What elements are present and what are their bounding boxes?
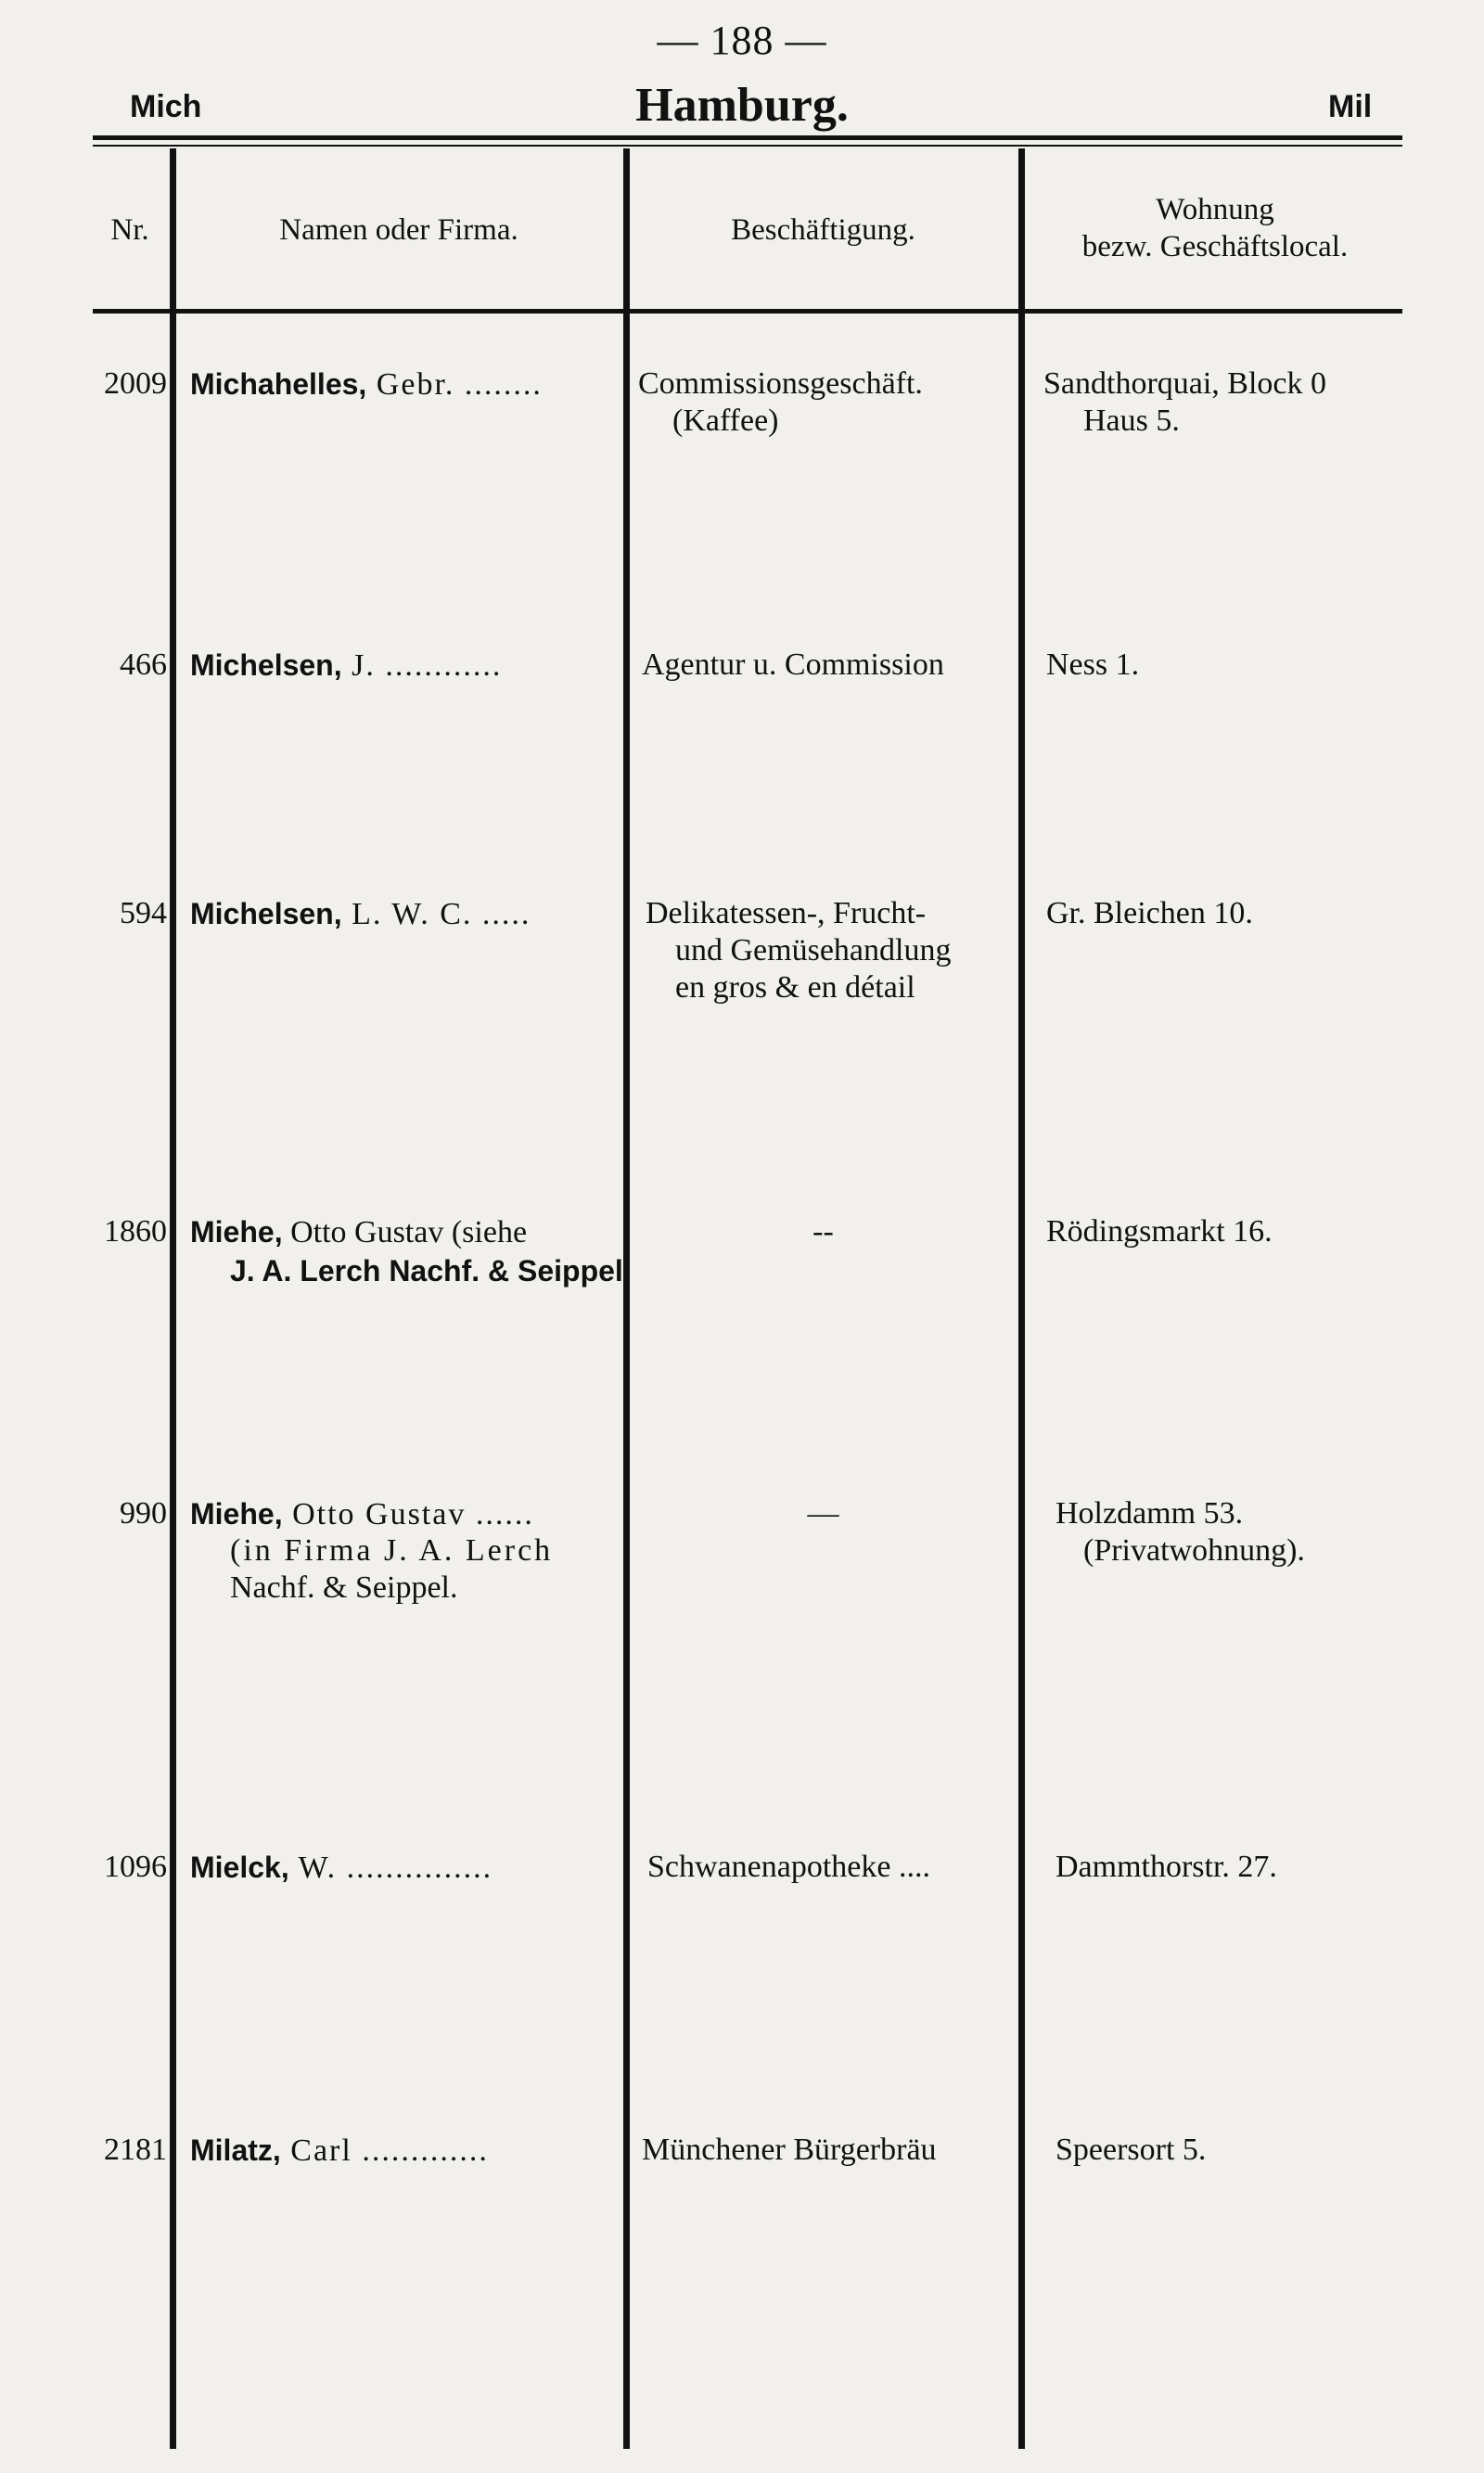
entry-name-line2: J. A. Lerch Nachf. & Seippel [230, 1254, 623, 1288]
entry-occupation: Agentur u. Commission [642, 647, 944, 682]
entry-surname: Miehe, [190, 1215, 283, 1249]
entry-given-name: J. ............ [341, 648, 503, 683]
entry-number: 594 [120, 896, 167, 930]
entry-occupation-line2: (Kaffee) [672, 404, 779, 438]
column-header-name: Namen oder Firma. [279, 213, 518, 247]
entry-occupation: Delikatessen-, Frucht- [646, 896, 927, 930]
entry-given-name: Otto Gustav (siehe [282, 1215, 528, 1249]
entry-number: 1860 [104, 1214, 167, 1249]
entry-occupation-line3: en gros & en détail [675, 970, 915, 1005]
entry-number: 2009 [104, 366, 167, 401]
column-header-occupation: Beschäftigung. [731, 213, 915, 247]
entry-number: 1096 [104, 1850, 167, 1884]
column-divider-3 [1018, 148, 1025, 2449]
entry-surname: Michelsen, [190, 648, 342, 682]
header-rule-bottom [93, 309, 1402, 314]
entry-surname: Miehe, [190, 1497, 283, 1531]
entry-name [190, 647, 502, 685]
entry-name [190, 1849, 493, 1887]
entry-name-line3: Nachf. & Seippel. [230, 1570, 458, 1605]
entry-address-line2: Haus 5. [1083, 404, 1180, 438]
entry-occupation: Münchener Bürgerbräu [642, 2133, 937, 2167]
entry-surname: Milatz, [190, 2133, 281, 2167]
entry-name [190, 1495, 534, 1533]
column-divider-2 [623, 148, 630, 2449]
entry-given-name: W. ............... [288, 1851, 493, 1885]
entry-name-line2: (in Firma J. A. Lerch [230, 1533, 554, 1568]
entry-occupation: Schwanenapotheke .... [647, 1850, 930, 1884]
entry-name [190, 365, 543, 404]
column-header-address-line1: Wohnung [1156, 193, 1274, 226]
entry-given-name: Otto Gustav ...... [282, 1497, 534, 1531]
column-header-nr: Nr. [110, 213, 149, 247]
entry-name [190, 2132, 489, 2170]
guide-word-left: Mich [130, 89, 202, 124]
entry-occupation-line2: und Gemüsehandlung [675, 933, 952, 967]
entry-address: Sandthorquai, Block 0 [1043, 366, 1327, 401]
entry-number: 990 [120, 1496, 167, 1531]
entry-address-line2: (Privatwohnung). [1083, 1533, 1305, 1568]
entry-given-name: L. W. C. ..... [341, 897, 531, 931]
entry-surname: Mielck, [190, 1851, 289, 1884]
header-rule-top-thin [93, 145, 1402, 147]
header-rule-top [93, 135, 1402, 140]
entry-given-name: Gebr. ........ [366, 367, 543, 402]
column-header-address-line2: bezw. Geschäftslocal. [1081, 230, 1349, 263]
entry-given-name: Carl ............. [280, 2133, 489, 2168]
entry-occupation: Commissionsgeschäft. [638, 366, 923, 401]
entry-name [190, 1213, 527, 1251]
page-number: — 188 — [657, 18, 827, 63]
entry-address: Holzdamm 53. [1055, 1496, 1244, 1531]
guide-word-right: Mil [1328, 89, 1373, 124]
entry-number: 2181 [104, 2133, 167, 2167]
column-header-address [1025, 191, 1405, 265]
entry-address: Gr. Bleichen 10. [1046, 896, 1253, 930]
entry-address: Rödingsmarkt 16. [1046, 1214, 1273, 1249]
column-divider-1 [170, 148, 176, 2449]
entry-number: 466 [120, 647, 167, 682]
entry-occupation: — [807, 1496, 839, 1531]
entry-address: Speersort 5. [1055, 2133, 1207, 2167]
entry-address: Dammthorstr. 27. [1055, 1850, 1277, 1884]
entry-surname: Michelsen, [190, 897, 342, 930]
entry-name [190, 895, 531, 933]
page-title: Hamburg. [635, 79, 849, 132]
entry-address: Ness 1. [1046, 647, 1140, 682]
entry-surname: Michahelles, [190, 367, 367, 401]
entry-occupation: -- [812, 1214, 834, 1249]
